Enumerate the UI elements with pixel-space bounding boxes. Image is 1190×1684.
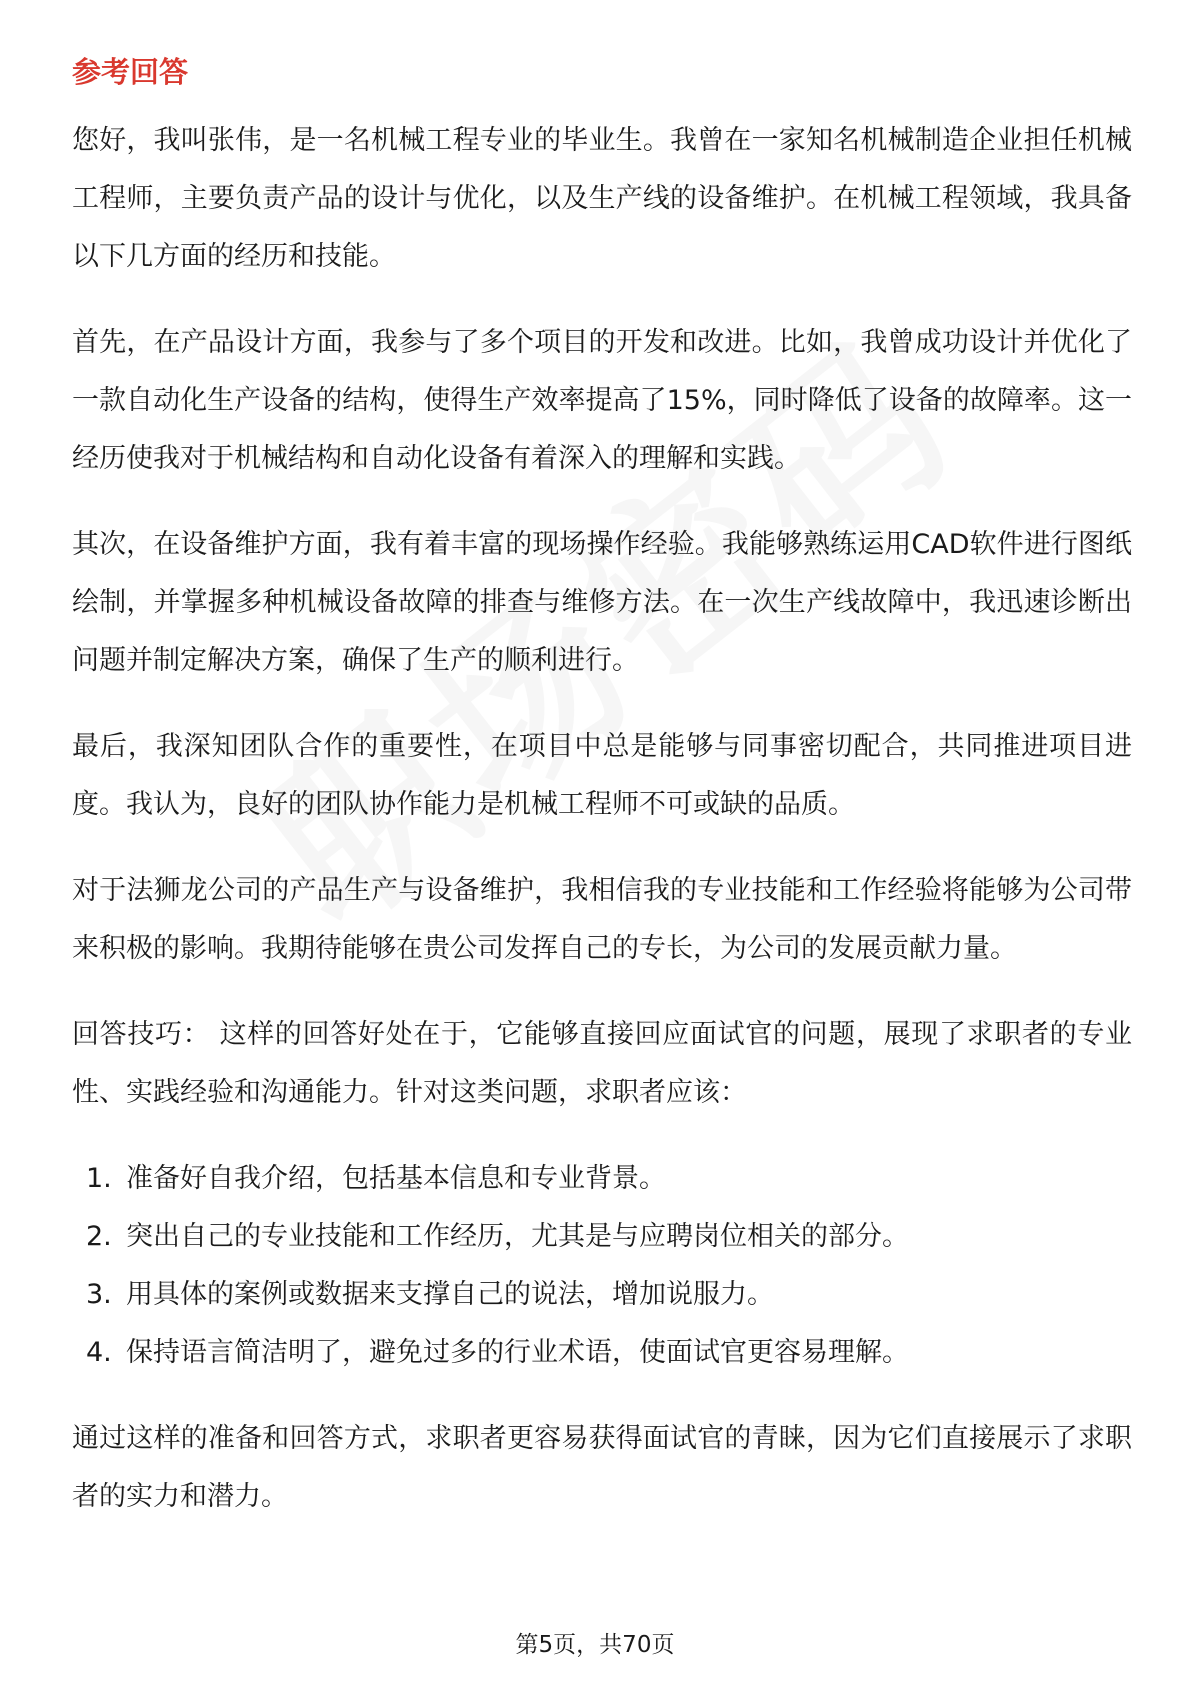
list-item — [86, 1324, 1132, 1382]
paragraph-maintenance: 其次，在设备维护方面，我有着丰富的现场操作经验。我能够熟练运用CAD软件进行图纸绘制，并掌握多种机械设备故障的排查与维修方法。在一次生产线故障中，我迅速诊断出问题并制定解决方案，确保了生产的顺利进行。 — [72, 529, 1132, 676]
list-text: 用具体的案例或数据来支撑自己的说法，增加说服力。 — [126, 1279, 774, 1310]
paragraph-company: 对于法狮龙公司的产品生产与设备维护，我相信我的专业技能和工作经验将能够为公司带来积极的影响。我期待能够在贵公司发挥自己的专长，为公司的发展贡献力量。 — [72, 875, 1132, 964]
paragraph-design: 首先，在产品设计方面，我参与了多个项目的开发和改进。比如，我曾成功设计并优化了一款自动化生产设备的结构，使得生产效率提高了15%，同时降低了设备的故障率。这一经历使我对于机械结构和自动化设备有着深入的理解和实践。 — [72, 327, 1132, 474]
paragraph-intro: 您好，我叫张伟，是一名机械工程专业的毕业生。我曾在一家知名机械制造企业担任机械工程师，主要负责产品的设计与优化，以及生产线的设备维护。在机械工程领域，我具备以下几方面的经历和技能。 — [72, 125, 1132, 272]
list-item — [86, 1266, 1132, 1324]
paragraph-tips-intro: 回答技巧： 这样的回答好处在于，它能够直接回应面试官的问题，展现了求职者的专业性、实践经验和沟通能力。针对这类问题，求职者应该： — [72, 1019, 1132, 1108]
list-number: 2. — [86, 1221, 112, 1252]
page-number: 第5页，共70页 — [515, 1632, 675, 1658]
list-item — [86, 1208, 1132, 1266]
list-text: 准备好自我介绍，包括基本信息和专业背景。 — [126, 1163, 666, 1194]
section-heading: 参考回答 — [72, 55, 189, 89]
document-page — [72, 48, 1132, 1554]
tips-list — [72, 1150, 1132, 1382]
list-number: 4. — [86, 1337, 112, 1368]
list-number: 1. — [86, 1163, 112, 1194]
list-item — [86, 1150, 1132, 1208]
list-text: 突出自己的专业技能和工作经历，尤其是与应聘岗位相关的部分。 — [126, 1221, 909, 1252]
list-number: 3. — [86, 1279, 112, 1310]
paragraph-closing: 通过这样的准备和回答方式，求职者更容易获得面试官的青睐，因为它们直接展示了求职者的实力和潜力。 — [72, 1423, 1132, 1512]
paragraph-teamwork: 最后，我深知团队合作的重要性，在项目中总是能够与同事密切配合，共同推进项目进度。我认为，良好的团队协作能力是机械工程师不可或缺的品质。 — [72, 731, 1132, 820]
list-text: 保持语言简洁明了，避免过多的行业术语，使面试官更容易理解。 — [126, 1337, 909, 1368]
